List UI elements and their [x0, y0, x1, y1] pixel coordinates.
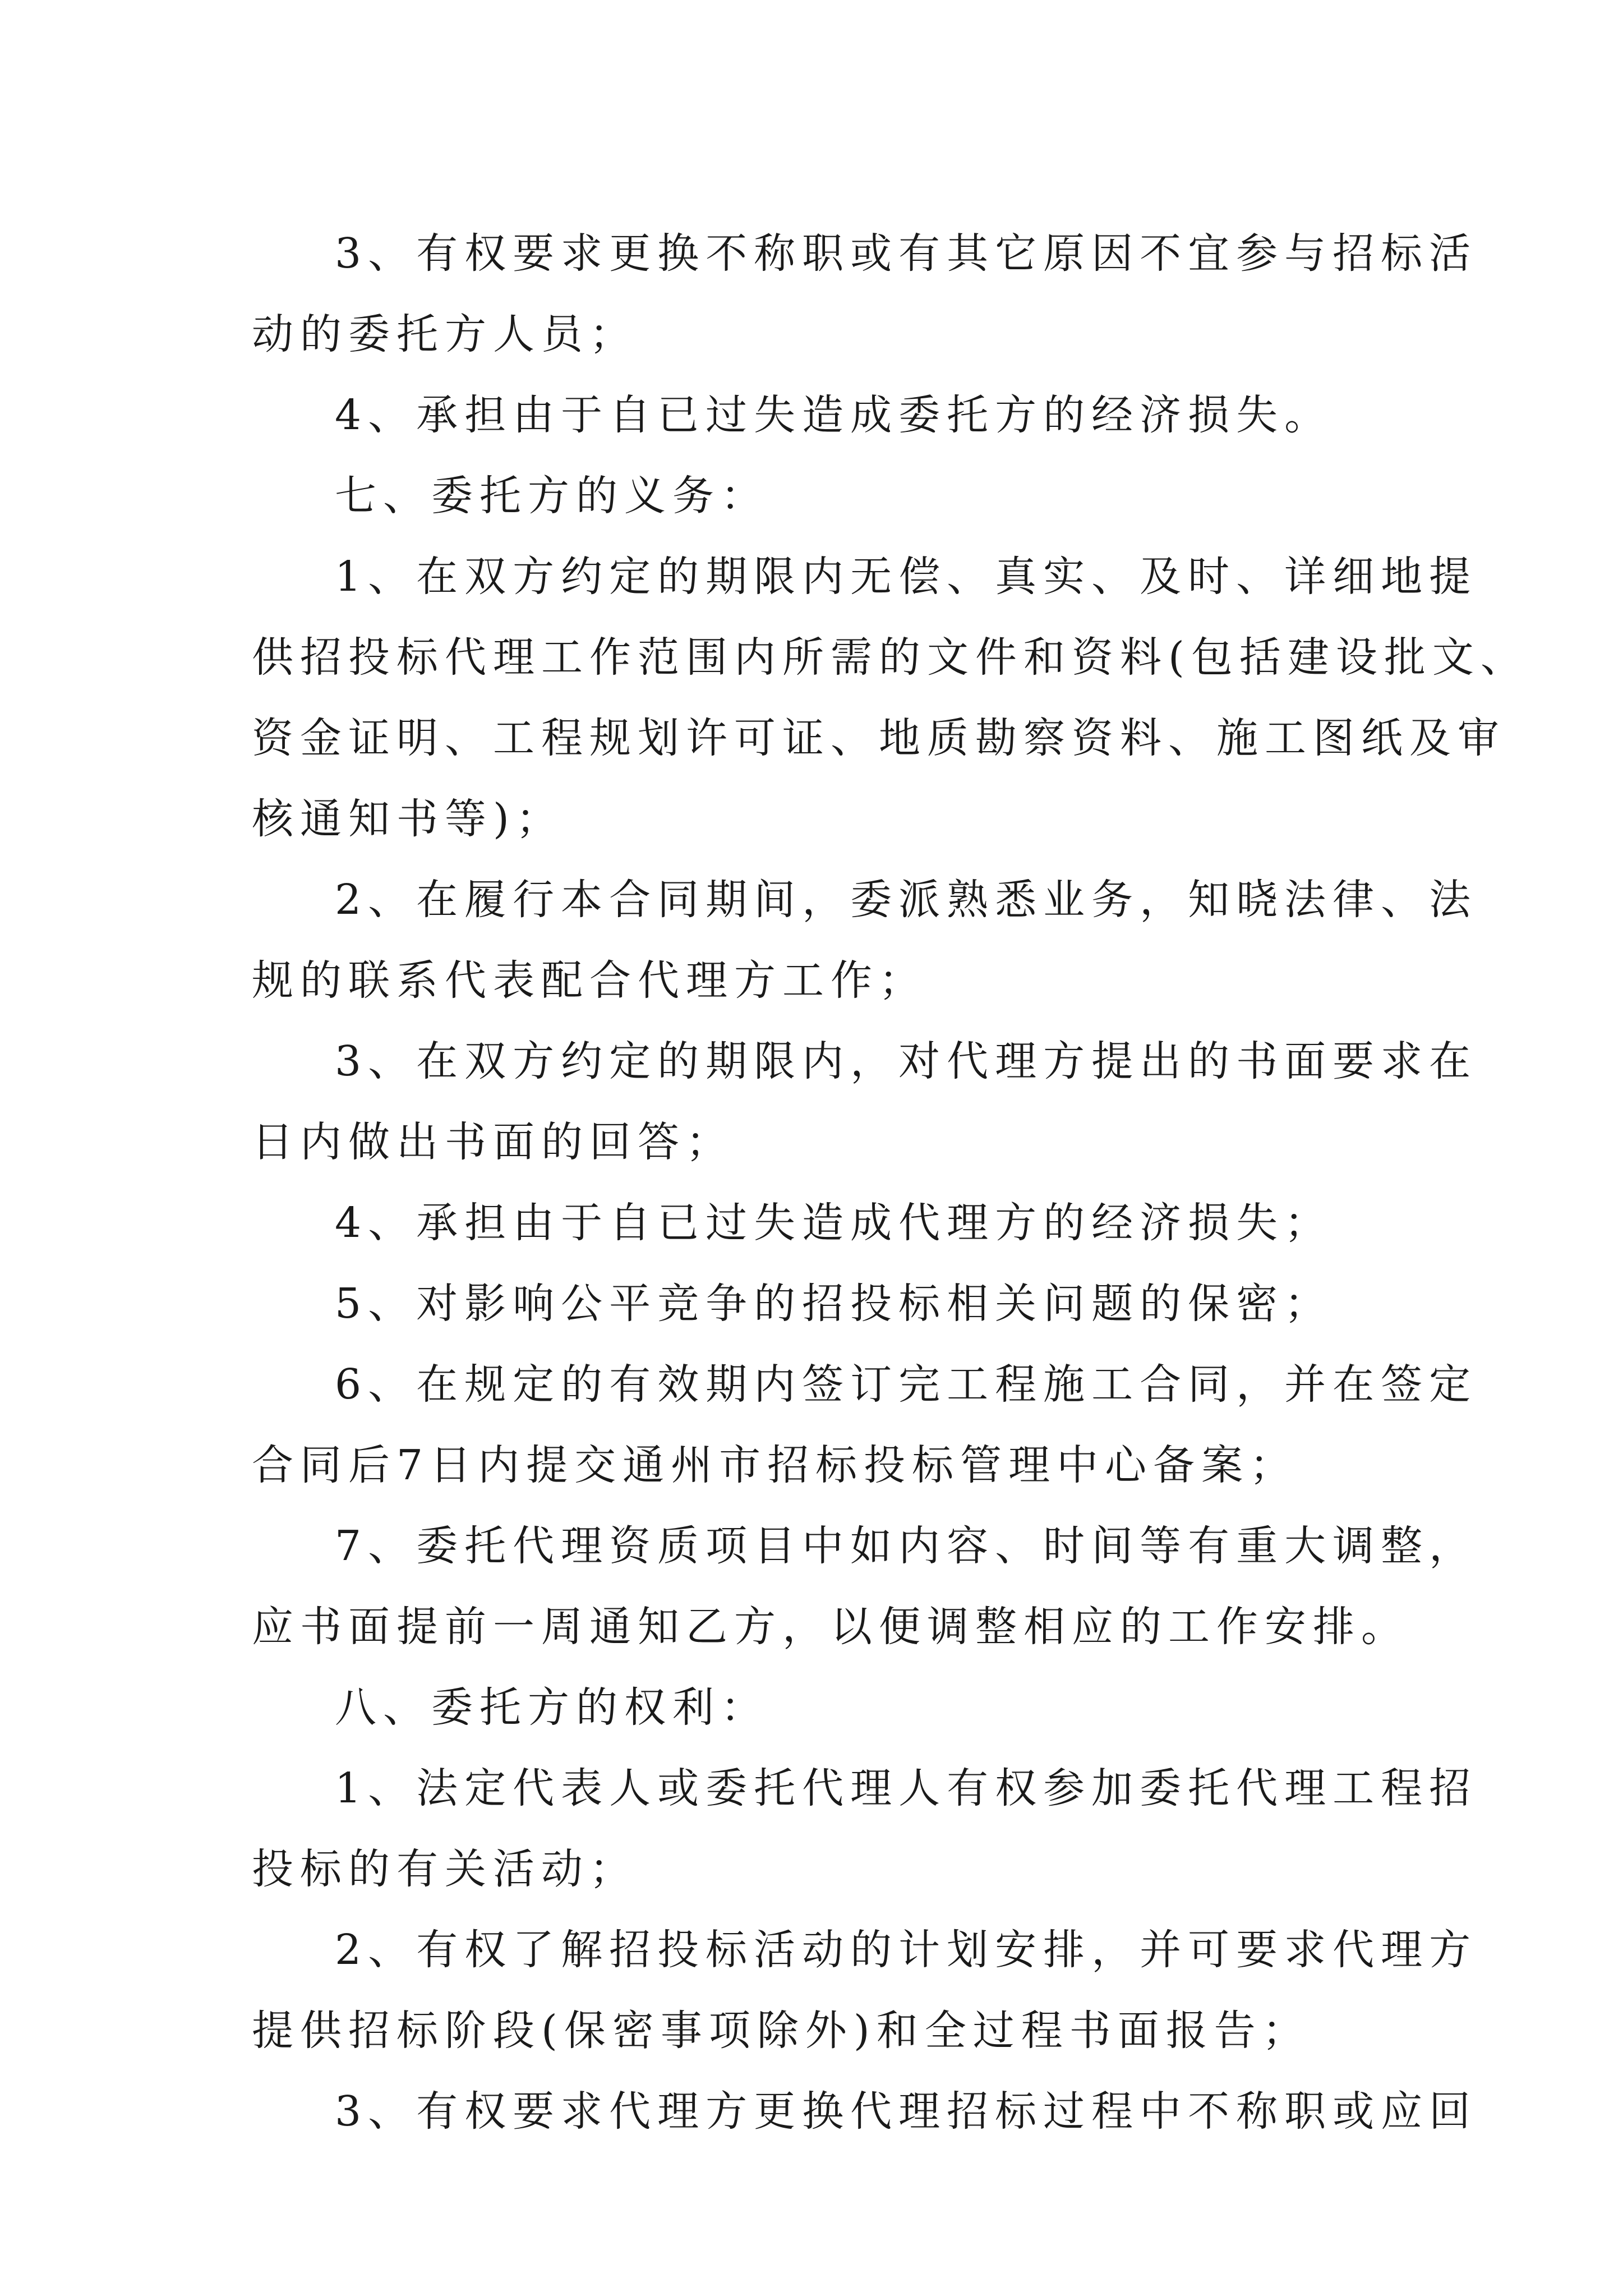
text-line: 规的联系代表配合代理方工作； [252, 956, 927, 1005]
text-line: 5、对影响公平竞争的招投标相关问题的保密； [335, 1280, 1333, 1328]
text-line: 合同后7日内提交通州市招标投标管理中心备案； [252, 1441, 1298, 1489]
text-line: 日内做出书面的回答； [252, 1118, 734, 1166]
text-line: 2、有权了解招投标活动的计划安排，并可要求代理方 [335, 1926, 1478, 1974]
text-line: 提供招标阶段(保密事项除外)和全过程书面报告； [252, 2007, 1311, 2055]
text-line: 八、委托方的权利： [335, 1683, 769, 1732]
text-line: 七、委托方的义务： [335, 472, 769, 520]
text-line: 动的委托方人员； [252, 310, 638, 358]
text-line: 核通知书等)； [252, 795, 564, 843]
text-line: 供招投标代理工作范围内所需的文件和资料(包括建设批文、 [252, 633, 1529, 682]
body-text [252, 213, 1529, 2152]
text-line: 4、承担由于自已过失造成代理方的经济损失； [335, 1199, 1333, 1247]
text-line: 1、在双方约定的期限内无偿、真实、及时、详细地提 [335, 553, 1478, 601]
text-line: 2、在履行本合同期间，委派熟悉业务，知晓法律、法 [335, 876, 1478, 924]
text-line: 1、法定代表人或委托代理人有权参加委托代理工程招 [335, 1764, 1478, 1812]
text-line: 3、有权要求更换不称职或有其它原因不宜参与招标活 [335, 229, 1478, 278]
text-line: 7、委托代理资质项目中如内容、时间等有重大调整， [335, 1522, 1478, 1570]
text-line: 应书面提前一周通知乙方，以便调整相应的工作安排。 [252, 1603, 1409, 1651]
text-line: 3、在双方约定的期限内，对代理方提出的书面要求在 [335, 1037, 1478, 1085]
text-line: 投标的有关活动； [252, 1845, 638, 1893]
text-line: 资金证明、工程规划许可证、地质勘察资料、施工图纸及审 [252, 714, 1506, 762]
text-line: 6、在规定的有效期内签订完工程施工合同，并在签定 [335, 1360, 1478, 1409]
text-line: 4、承担由于自已过失造成委托方的经济损失。 [335, 391, 1333, 439]
text-line: 3、有权要求代理方更换代理招标过程中不称职或应回 [335, 2087, 1478, 2136]
